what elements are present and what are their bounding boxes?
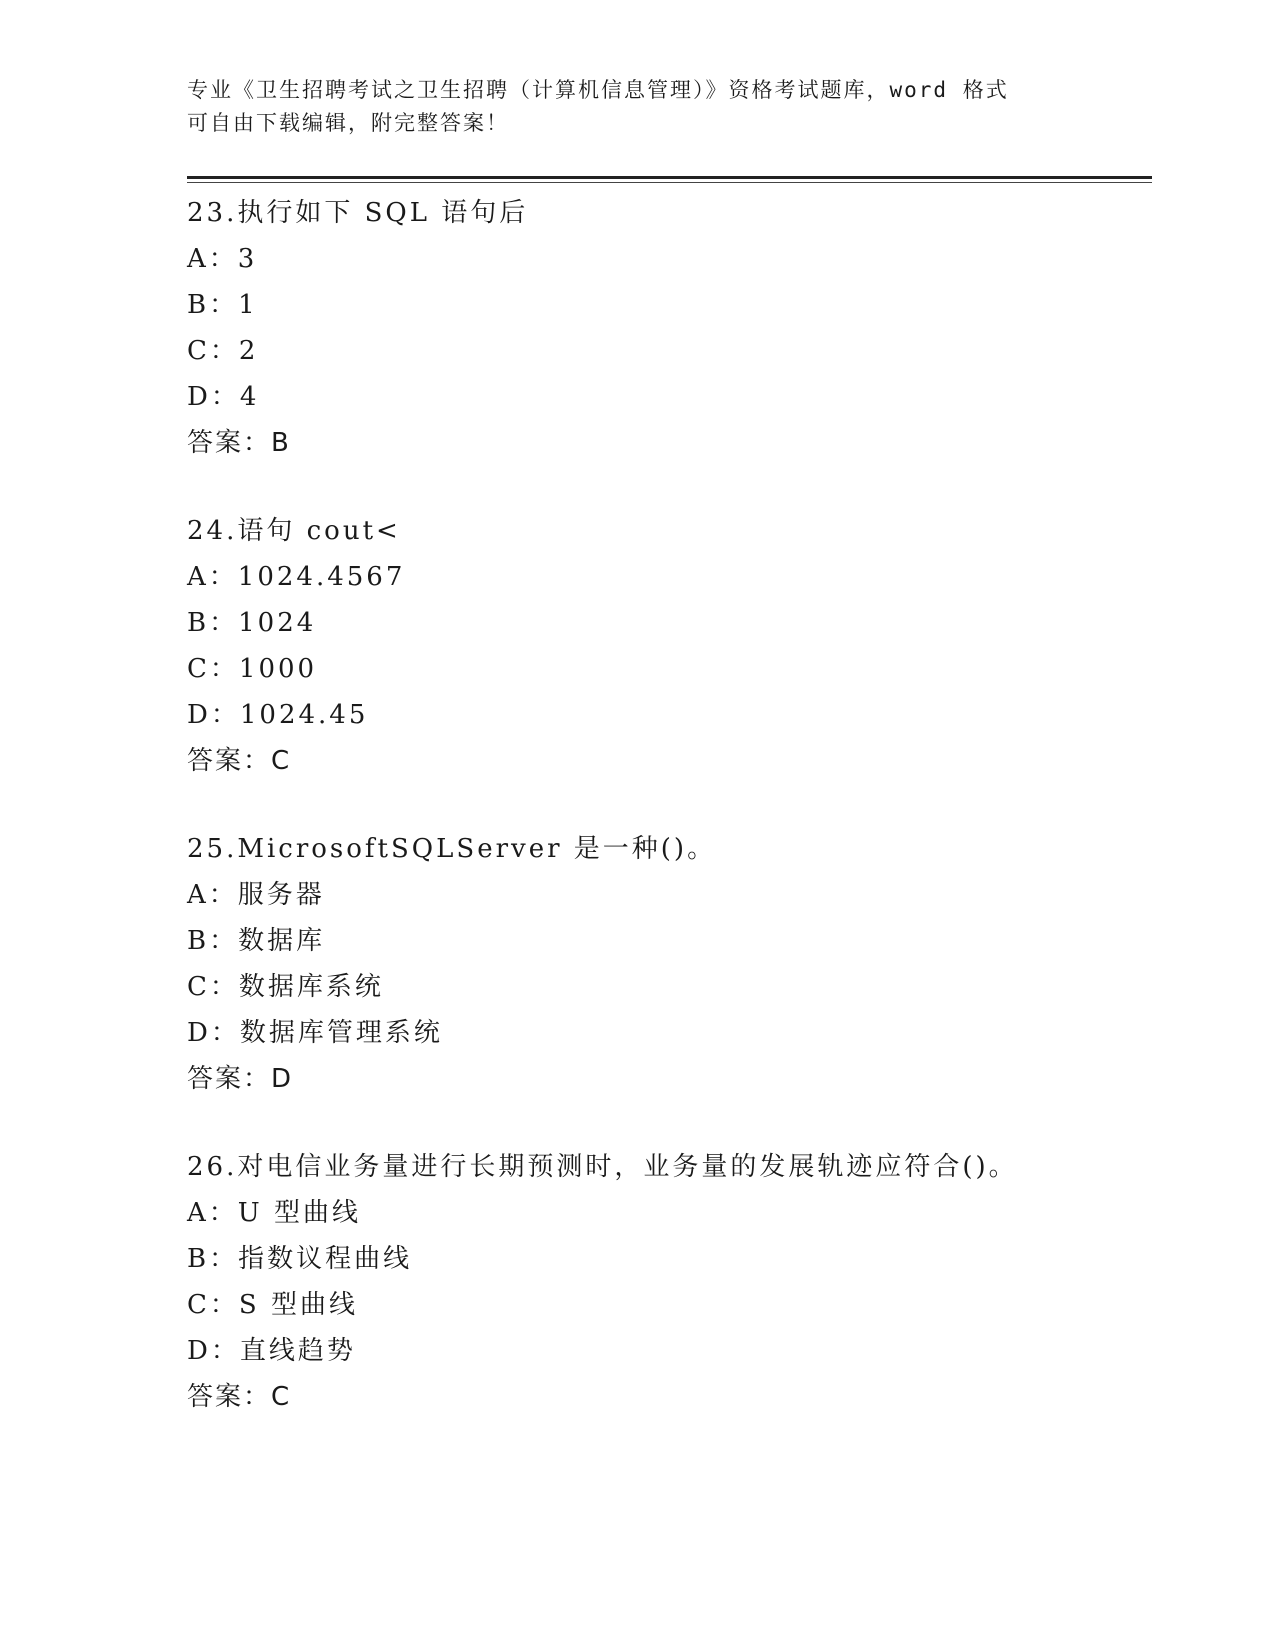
option-label: A： xyxy=(187,244,238,274)
option-text: 1000 xyxy=(238,654,318,684)
option-c xyxy=(187,646,1147,692)
option-label: B： xyxy=(187,1244,239,1274)
option-a xyxy=(187,554,1147,600)
option-d xyxy=(187,692,1147,738)
option-d xyxy=(187,1010,1147,1056)
option-label: A： xyxy=(187,880,238,910)
option-label: A： xyxy=(187,1198,238,1228)
option-label: B： xyxy=(187,926,239,956)
header-divider-thick xyxy=(187,176,1152,179)
option-text: 1 xyxy=(238,290,258,320)
option-b xyxy=(187,282,1147,328)
option-text: 服务器 xyxy=(237,880,325,910)
option-label: D： xyxy=(187,382,240,412)
option-label: C： xyxy=(187,654,239,684)
header-divider-thin xyxy=(187,182,1152,183)
option-label: C： xyxy=(187,336,239,366)
option-label: C： xyxy=(187,1290,239,1320)
option-a xyxy=(187,1190,1147,1236)
option-a xyxy=(187,236,1147,282)
question-stem: 23.执行如下 SQL 语句后 xyxy=(187,198,529,228)
header-line-2: 可自由下载编辑，附完整答案！ xyxy=(187,111,509,135)
option-text: 数据库系统 xyxy=(238,972,384,1002)
option-d xyxy=(187,1328,1147,1374)
option-text: 数据库 xyxy=(238,926,326,956)
question-stem: 26.对电信业务量进行长期预测时，业务量的发展轨迹应符合()。 xyxy=(187,1152,1018,1182)
option-text: 1024.45 xyxy=(239,700,369,730)
option-label: C： xyxy=(187,972,239,1002)
option-text: 直线趋势 xyxy=(239,1336,356,1366)
option-text: 指数议程曲线 xyxy=(238,1244,413,1274)
option-b xyxy=(187,1236,1147,1282)
question-stem: 24.语句 cout< xyxy=(187,516,401,546)
question-stem: 25.MicrosoftSQLServer 是一种()。 xyxy=(187,834,717,864)
option-c xyxy=(187,964,1147,1010)
option-label: B： xyxy=(187,608,239,638)
option-b xyxy=(187,600,1147,646)
document-header xyxy=(187,74,1087,140)
option-text: U 型曲线 xyxy=(237,1198,361,1228)
option-label: B： xyxy=(187,290,239,320)
question-25 xyxy=(187,826,1147,1102)
option-d xyxy=(187,374,1147,420)
option-label: D： xyxy=(187,1018,240,1048)
option-label: A： xyxy=(187,562,238,592)
answer-line: 答案：D xyxy=(187,1064,294,1094)
option-label: D： xyxy=(187,700,240,730)
option-label: D： xyxy=(187,1336,240,1366)
answer-line: 答案：C xyxy=(187,746,292,776)
question-26 xyxy=(187,1144,1147,1420)
option-text: 2 xyxy=(238,336,259,366)
answer-line: 答案：C xyxy=(187,1382,292,1412)
header-line-1: 专业《卫生招聘考试之卫生招聘（计算机信息管理）》资格考试题库，word 格式 xyxy=(187,78,1009,102)
option-text: 1024.4567 xyxy=(237,562,406,592)
option-text: S 型曲线 xyxy=(238,1290,358,1320)
option-text: 数据库管理系统 xyxy=(239,1018,443,1048)
question-24 xyxy=(187,508,1147,784)
option-text: 4 xyxy=(239,382,260,412)
question-list xyxy=(187,190,1147,1462)
option-a xyxy=(187,872,1147,918)
option-c xyxy=(187,328,1147,374)
option-b xyxy=(187,918,1147,964)
answer-line: 答案：B xyxy=(187,428,291,458)
option-c xyxy=(187,1282,1147,1328)
question-23 xyxy=(187,190,1147,466)
option-text: 1024 xyxy=(238,608,317,638)
option-text: 3 xyxy=(237,244,258,274)
